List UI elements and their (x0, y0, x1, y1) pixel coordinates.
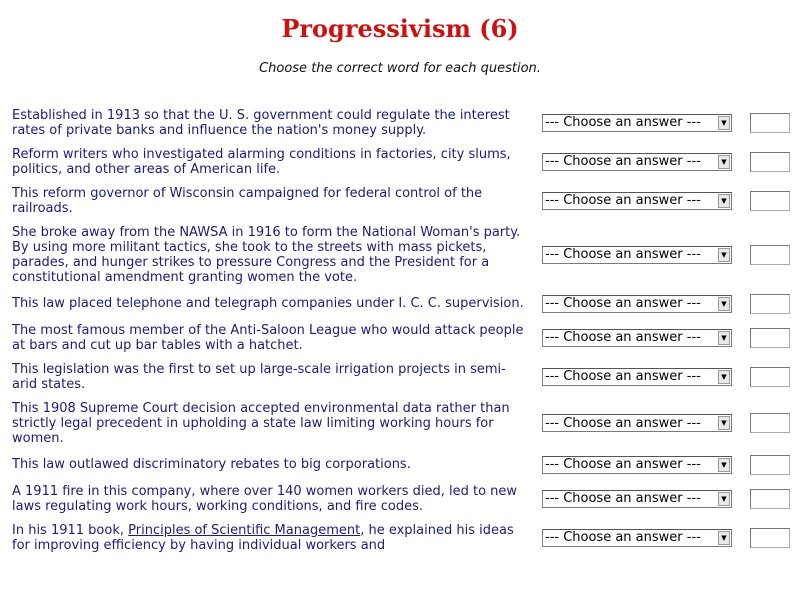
question-text: This law placed telephone and telegraph companies under I. C. C. supervision. (12, 296, 524, 311)
answer-input[interactable] (750, 191, 790, 211)
chevron-down-icon: ▼ (718, 116, 730, 130)
select-placeholder: --- Choose an answer --- (545, 369, 701, 384)
answer-input[interactable] (750, 328, 790, 348)
question-text: This 1908 Supreme Court decision accepted environmental data rather than strictly legal precedent in upholding a state law limiting working hours for women. (12, 400, 510, 446)
book-link[interactable]: Principles of Scientific Management (128, 522, 361, 538)
answer-input[interactable] (750, 367, 790, 387)
chevron-down-icon: ▼ (718, 194, 730, 208)
answer-input[interactable] (750, 489, 790, 509)
question-text-suffix: , he explained his ideas for improving efficiency by having individual workers and (12, 522, 514, 553)
select-placeholder: --- Choose an answer --- (545, 330, 701, 345)
question-row (8, 220, 794, 289)
answer-select[interactable] (542, 490, 732, 508)
question-row (8, 318, 794, 357)
question-row (8, 103, 794, 142)
answer-input[interactable] (750, 528, 790, 548)
select-placeholder: --- Choose an answer --- (545, 154, 701, 169)
chevron-down-icon: ▼ (718, 248, 730, 262)
question-row (8, 479, 794, 518)
question-row (8, 357, 794, 396)
question-text (8, 518, 534, 557)
question-text-prefix: In his 1911 book, (12, 522, 129, 538)
select-placeholder: --- Choose an answer --- (545, 530, 701, 545)
answer-select[interactable] (542, 192, 732, 210)
select-placeholder: --- Choose an answer --- (545, 457, 701, 472)
answer-select[interactable] (542, 246, 732, 264)
chevron-down-icon: ▼ (718, 297, 730, 311)
answer-select[interactable] (542, 414, 732, 432)
answer-input[interactable] (750, 245, 790, 265)
question-text: A 1911 fire in this company, where over 140 women workers died, led to new laws regulating work hours, working conditions, and fire codes. (12, 483, 518, 514)
question-row (8, 518, 794, 557)
question-text: This legislation was the first to set up large-scale irrigation projects in semi-arid states. (12, 361, 506, 392)
chevron-down-icon: ▼ (718, 531, 730, 545)
chevron-down-icon: ▼ (718, 416, 730, 430)
select-placeholder: --- Choose an answer --- (545, 193, 701, 208)
answer-input[interactable] (750, 455, 790, 475)
answer-select[interactable] (542, 153, 732, 171)
quiz-table (8, 103, 794, 557)
question-row (8, 142, 794, 181)
answer-select[interactable] (542, 529, 732, 547)
chevron-down-icon: ▼ (718, 155, 730, 169)
question-text: The most famous member of the Anti-Saloon League who would attack people at bars and cut up bar tables with a hatchet. (12, 322, 524, 353)
answer-select[interactable] (542, 456, 732, 474)
answer-input[interactable] (750, 294, 790, 314)
question-row (8, 396, 794, 450)
answer-input[interactable] (750, 413, 790, 433)
select-placeholder: --- Choose an answer --- (545, 415, 701, 431)
question-text: This reform governor of Wisconsin campaigned for federal control of the railroads. (12, 185, 483, 216)
question-text: This law outlawed discriminatory rebates to big corporations. (12, 457, 411, 472)
question-text: Reform writers who investigated alarming conditions in factories, city slums, politics, and other areas of American life. (12, 146, 511, 177)
chevron-down-icon: ▼ (718, 492, 730, 506)
chevron-down-icon: ▼ (718, 370, 730, 384)
answer-input[interactable] (750, 152, 790, 172)
select-placeholder: --- Choose an answer --- (545, 115, 701, 130)
page-title: Progressivism (6) (281, 14, 519, 43)
answer-select[interactable] (542, 368, 732, 386)
answer-select[interactable] (542, 329, 732, 347)
question-text: She broke away from the NAWSA in 1916 to form the National Woman's party. By using more militant tactics, she took to the streets with mass pickets, parades, and hunger strikes to pressure Congress and the President for a constitutional amendment granting women the vote. (12, 224, 521, 285)
chevron-down-icon: ▼ (718, 331, 730, 345)
instructions: Choose the correct word for each question. (259, 61, 541, 76)
select-placeholder: --- Choose an answer --- (545, 247, 701, 262)
question-row (8, 181, 794, 220)
select-placeholder: --- Choose an answer --- (545, 296, 701, 311)
select-placeholder: --- Choose an answer --- (545, 491, 701, 506)
chevron-down-icon: ▼ (718, 458, 730, 472)
question-row (8, 450, 794, 479)
question-row (8, 289, 794, 318)
answer-select[interactable] (542, 295, 732, 313)
answer-input[interactable] (750, 113, 790, 133)
answer-select[interactable] (542, 114, 732, 132)
question-text: Established in 1913 so that the U. S. government could regulate the interest rates of private banks and influence the nation's money supply. (12, 107, 510, 138)
